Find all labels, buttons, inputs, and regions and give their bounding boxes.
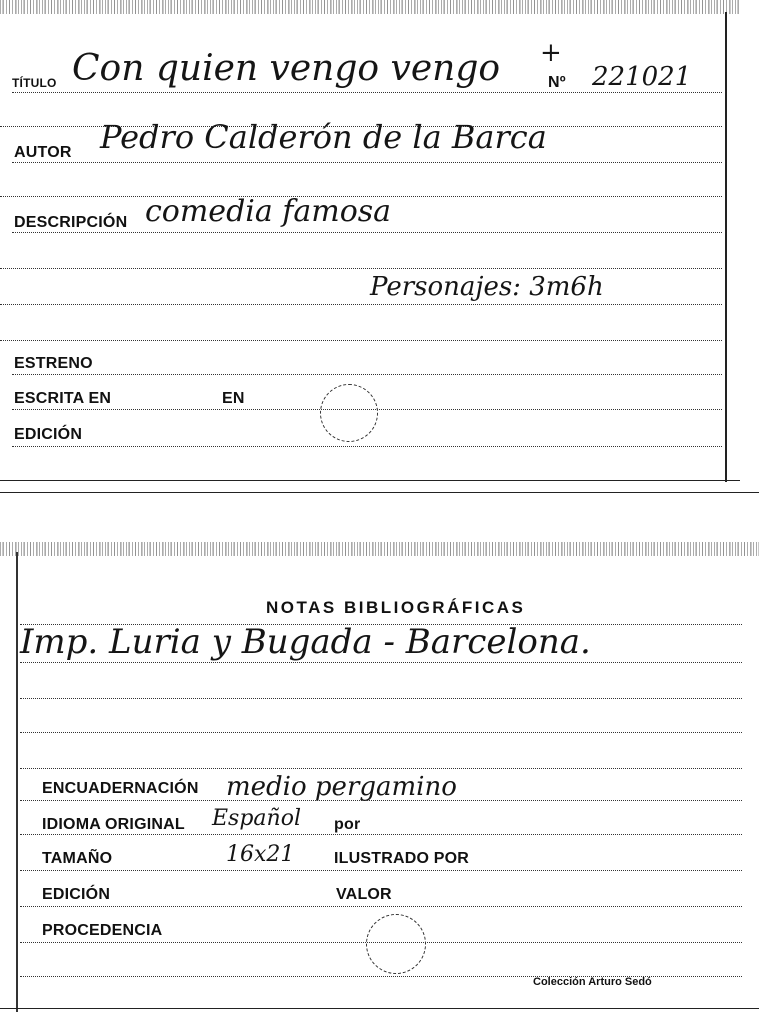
edicion-label: EDICIÓN bbox=[14, 426, 83, 443]
descripcion-value: comedia famosa bbox=[145, 194, 392, 229]
encuadernacion-line bbox=[20, 800, 742, 801]
collection-footer: Colección Arturo Sedó bbox=[533, 976, 652, 988]
top-card-bottom-edge bbox=[0, 480, 740, 481]
bottom-card-edge-texture bbox=[0, 542, 759, 556]
notas-heading: NOTAS BIBLIOGRÁFICAS bbox=[266, 598, 526, 617]
ilustrado-label: ILUSTRADO POR bbox=[334, 850, 470, 867]
top-card-lower-border bbox=[0, 492, 759, 493]
titulo-line bbox=[12, 92, 722, 93]
ruled-line-5 bbox=[0, 340, 722, 341]
top-card-right-border bbox=[725, 12, 727, 482]
tamano-value: 16x21 bbox=[226, 842, 295, 867]
descripcion-label: DESCRIPCIÓN bbox=[14, 214, 128, 231]
idioma-label: IDIOMA ORIGINAL bbox=[42, 816, 185, 833]
ruled-line-4 bbox=[0, 304, 722, 305]
autor-line bbox=[12, 162, 722, 163]
titulo-label: TÍTULO bbox=[12, 76, 57, 90]
personajes-value: Personajes: 3m6h bbox=[370, 272, 604, 302]
encuadernacion-label: ENCUADERNACIÓN bbox=[42, 780, 199, 797]
idioma-line bbox=[20, 834, 742, 835]
punch-hole-stamp-bottom bbox=[366, 914, 426, 974]
cross-mark: + bbox=[540, 38, 562, 68]
procedencia-label: PROCEDENCIA bbox=[42, 922, 163, 939]
autor-value: Pedro Calderón de la Barca bbox=[100, 118, 547, 156]
punch-hole-stamp bbox=[320, 384, 378, 442]
numero-value: 221021 bbox=[592, 62, 692, 92]
tamano-line bbox=[20, 870, 742, 871]
top-card-edge-texture bbox=[0, 0, 740, 14]
valor-label: VALOR bbox=[336, 886, 392, 903]
tamano-label: TAMAÑO bbox=[42, 850, 113, 867]
top-catalog-card bbox=[0, 0, 759, 500]
estreno-line bbox=[12, 374, 722, 375]
notes-line-5 bbox=[20, 768, 742, 769]
notes-line-3 bbox=[20, 698, 742, 699]
escrita-label: ESCRITA EN bbox=[14, 390, 112, 407]
bottom-card-bottom-edge bbox=[0, 1008, 759, 1009]
ruled-line-3 bbox=[0, 268, 722, 269]
encuadernacion-value: medio pergamino bbox=[226, 772, 457, 802]
titulo-value: Con quien vengo vengo bbox=[72, 48, 501, 89]
por-label: por bbox=[334, 816, 361, 833]
autor-label: AUTOR bbox=[14, 144, 72, 161]
idioma-value: Español bbox=[212, 806, 301, 831]
bottom-catalog-card bbox=[0, 532, 759, 1028]
descripcion-line bbox=[12, 232, 722, 233]
edicion-label-bottom: EDICIÓN bbox=[42, 886, 111, 903]
edicion-line-bottom bbox=[20, 906, 742, 907]
bottom-card-left-border bbox=[16, 552, 18, 1012]
notes-line-4 bbox=[20, 732, 742, 733]
estreno-label: ESTRENO bbox=[14, 355, 93, 372]
numero-label: Nº bbox=[548, 74, 566, 91]
notes-value: Imp. Luria y Bugada - Barcelona. bbox=[20, 622, 591, 662]
en-label: EN bbox=[222, 390, 245, 407]
edicion-line bbox=[12, 446, 722, 447]
notes-line-2 bbox=[20, 662, 742, 663]
